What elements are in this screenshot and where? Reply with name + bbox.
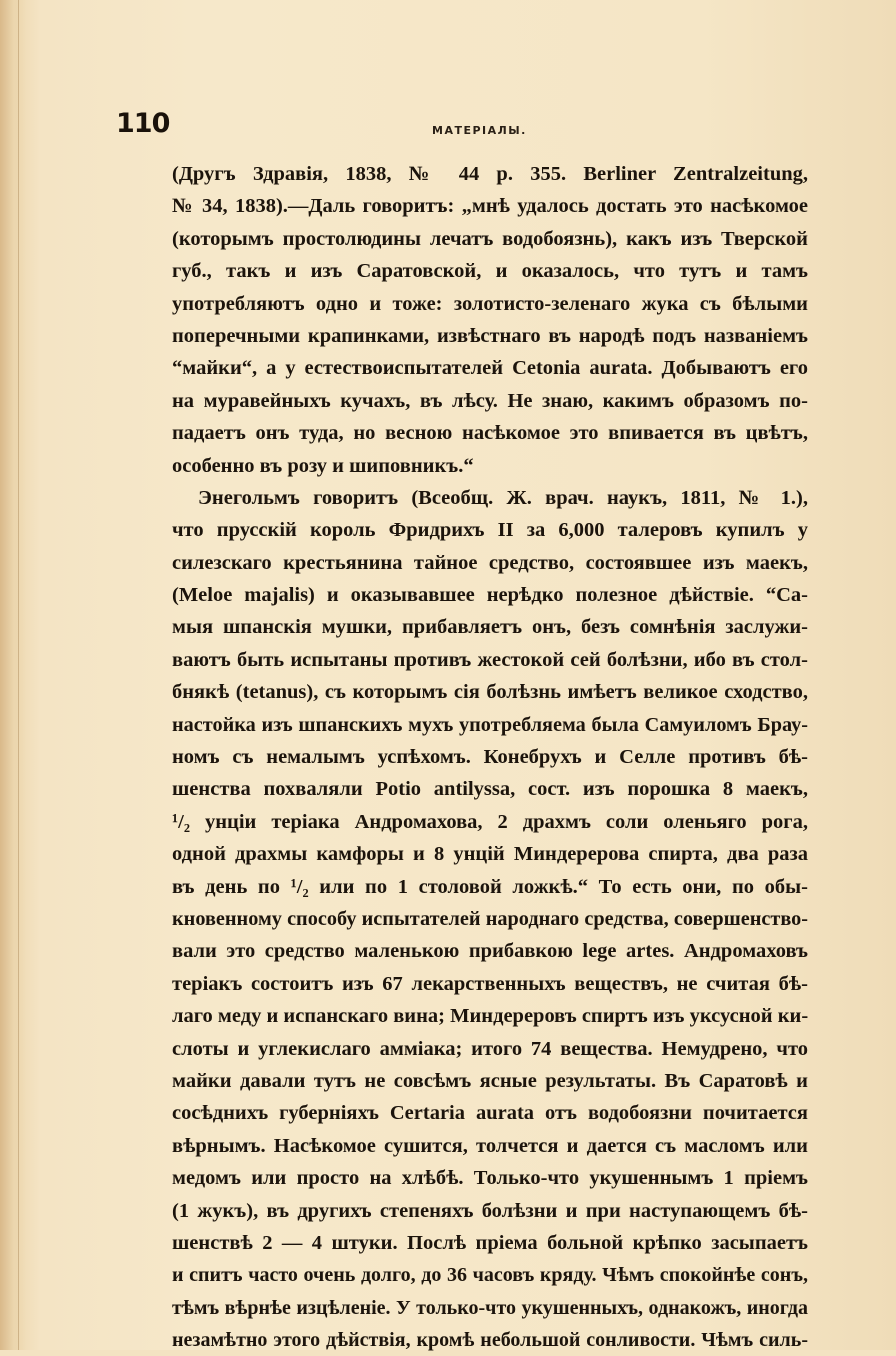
- text-line: губ., такъ и изъ Саратовской, и оказалось, что тутъ и тамъ: [172, 260, 808, 283]
- text-line: (которымъ простолюдины лечатъ водобоязнь), какъ изъ Тверской: [172, 227, 808, 250]
- running-title: МАТЕРІАЛЫ.: [432, 124, 527, 137]
- text-line: медомъ или просто на хлѣбѣ. Только-что укушеннымъ 1 пріемъ: [172, 1167, 808, 1190]
- text-line: бнякѣ (tetanus), съ которымъ сія болѣзнь имѣетъ великое сходство,: [172, 681, 808, 704]
- text-line: въ день по ¹/₂ или по 1 столовой ложкѣ.“ То есть они, по обы-: [172, 875, 808, 898]
- text-line: Энегольмъ говоритъ (Всеобщ. Ж. врач. наукъ, 1811, № 1.),: [198, 486, 808, 509]
- text-line: майки давали тутъ не совсѣмъ ясные результаты. Въ Саратовѣ и: [172, 1069, 808, 1092]
- text-line: силезскаго крестьянина тайное средство, состоявшее изъ маекъ,: [172, 551, 808, 574]
- text-line: особенно въ розу и шиповникъ.“: [172, 454, 474, 477]
- text-line: падаетъ онъ туда, но весною насѣкомое это впивается въ цвѣтъ,: [172, 422, 808, 445]
- text-line: что прусскій король Фридрихъ II за 6,000 талеровъ купилъ у: [172, 519, 808, 542]
- text-line: № 34, 1838).—Даль говоритъ: „мнѣ удалось достать это насѣкомое: [172, 195, 808, 218]
- text-line: номъ съ немалымъ успѣхомъ. Конебрухъ и Селле противъ бѣ-: [172, 746, 808, 769]
- text-line: (1 жукъ), въ другихъ степеняхъ болѣзни и при наступающемъ бѣ-: [172, 1199, 808, 1222]
- text-line: ваютъ быть испытаны противъ жестокой сей болѣзни, ибо въ стол-: [172, 648, 808, 671]
- text-line: шенства похваляли Potio antilyssa, сост. изъ порошка 8 маекъ,: [172, 778, 808, 801]
- text-line: слоты и углекислаго амміака; итого 74 вещества. Немудрено, что: [172, 1037, 808, 1060]
- text-line: незамѣтно этого дѣйствія, кромѣ небольшой сонливости. Чѣмъ силь-: [172, 1329, 808, 1352]
- text-line: и спитъ часто очень долго, до 36 часовъ кряду. Чѣмъ спокойнѣе сонъ,: [172, 1264, 808, 1287]
- text-line: мыя шпанскія мушки, прибавляетъ онъ, безъ сомнѣнія заслужи-: [172, 616, 808, 639]
- text-line: теріакъ состоитъ изъ 67 лекарственныхъ веществъ, не считая бѣ-: [172, 972, 808, 995]
- body-text: [172, 158, 808, 1356]
- text-line: вали это средство маленькою прибавкою lege artes. Андромаховъ: [172, 940, 808, 963]
- text-line: лаго меду и испанскаго вина; Миндереровъ спиртъ изъ уксусной ки-: [172, 1005, 809, 1028]
- text-line: (Meloe majalis) и оказывавшее нерѣдко полезное дѣйствіе. “Са-: [172, 584, 808, 607]
- text-line: настойка изъ шпанскихъ мухъ употребляема была Самуиломъ Брау-: [172, 713, 808, 736]
- text-line: одной драхмы камфоры и 8 унцій Миндерерова спирта, два раза: [172, 843, 808, 866]
- text-line: ¹/₂ унціи теріака Андромахова, 2 драхмъ соли оленьяго рога,: [172, 810, 808, 833]
- page-edge-line: [18, 0, 19, 1350]
- text-line: (Другъ Здравія, 1838, № 44 р. 355. Berliner Zentralzeitung,: [172, 163, 808, 185]
- text-line: на муравейныхъ кучахъ, въ лѣсу. Не знаю, какимъ образомъ по-: [172, 389, 808, 412]
- text-line: “майки“, а у естествоиспытателей Cetonia aurata. Добываютъ его: [172, 357, 808, 380]
- text-line: шенствѣ 2 — 4 штуки. Послѣ пріема больной крѣпко засыпаетъ: [172, 1231, 808, 1254]
- text-line: тѣмъ вѣрнѣе изцѣленіе. У только-что укушенныхъ, однакожъ, иногда: [172, 1296, 808, 1319]
- text-line: кновенному способу испытателей народнаго средства, совершенство-: [172, 907, 808, 930]
- page-number: 110: [116, 108, 170, 139]
- text-line: употребляютъ одно и тоже: золотисто-зеленаго жука съ бѣлыми: [172, 292, 808, 315]
- page-gutter-shadow: [0, 0, 26, 1350]
- text-line: вѣрнымъ. Насѣкомое сушится, толчется и дается съ масломъ или: [172, 1134, 808, 1157]
- text-line: поперечными крапинками, извѣстнаго въ народѣ подъ названіемъ: [172, 324, 808, 347]
- text-line: сосѣднихъ губерніяхъ Certaria aurata отъ водобоязни почитается: [172, 1102, 808, 1125]
